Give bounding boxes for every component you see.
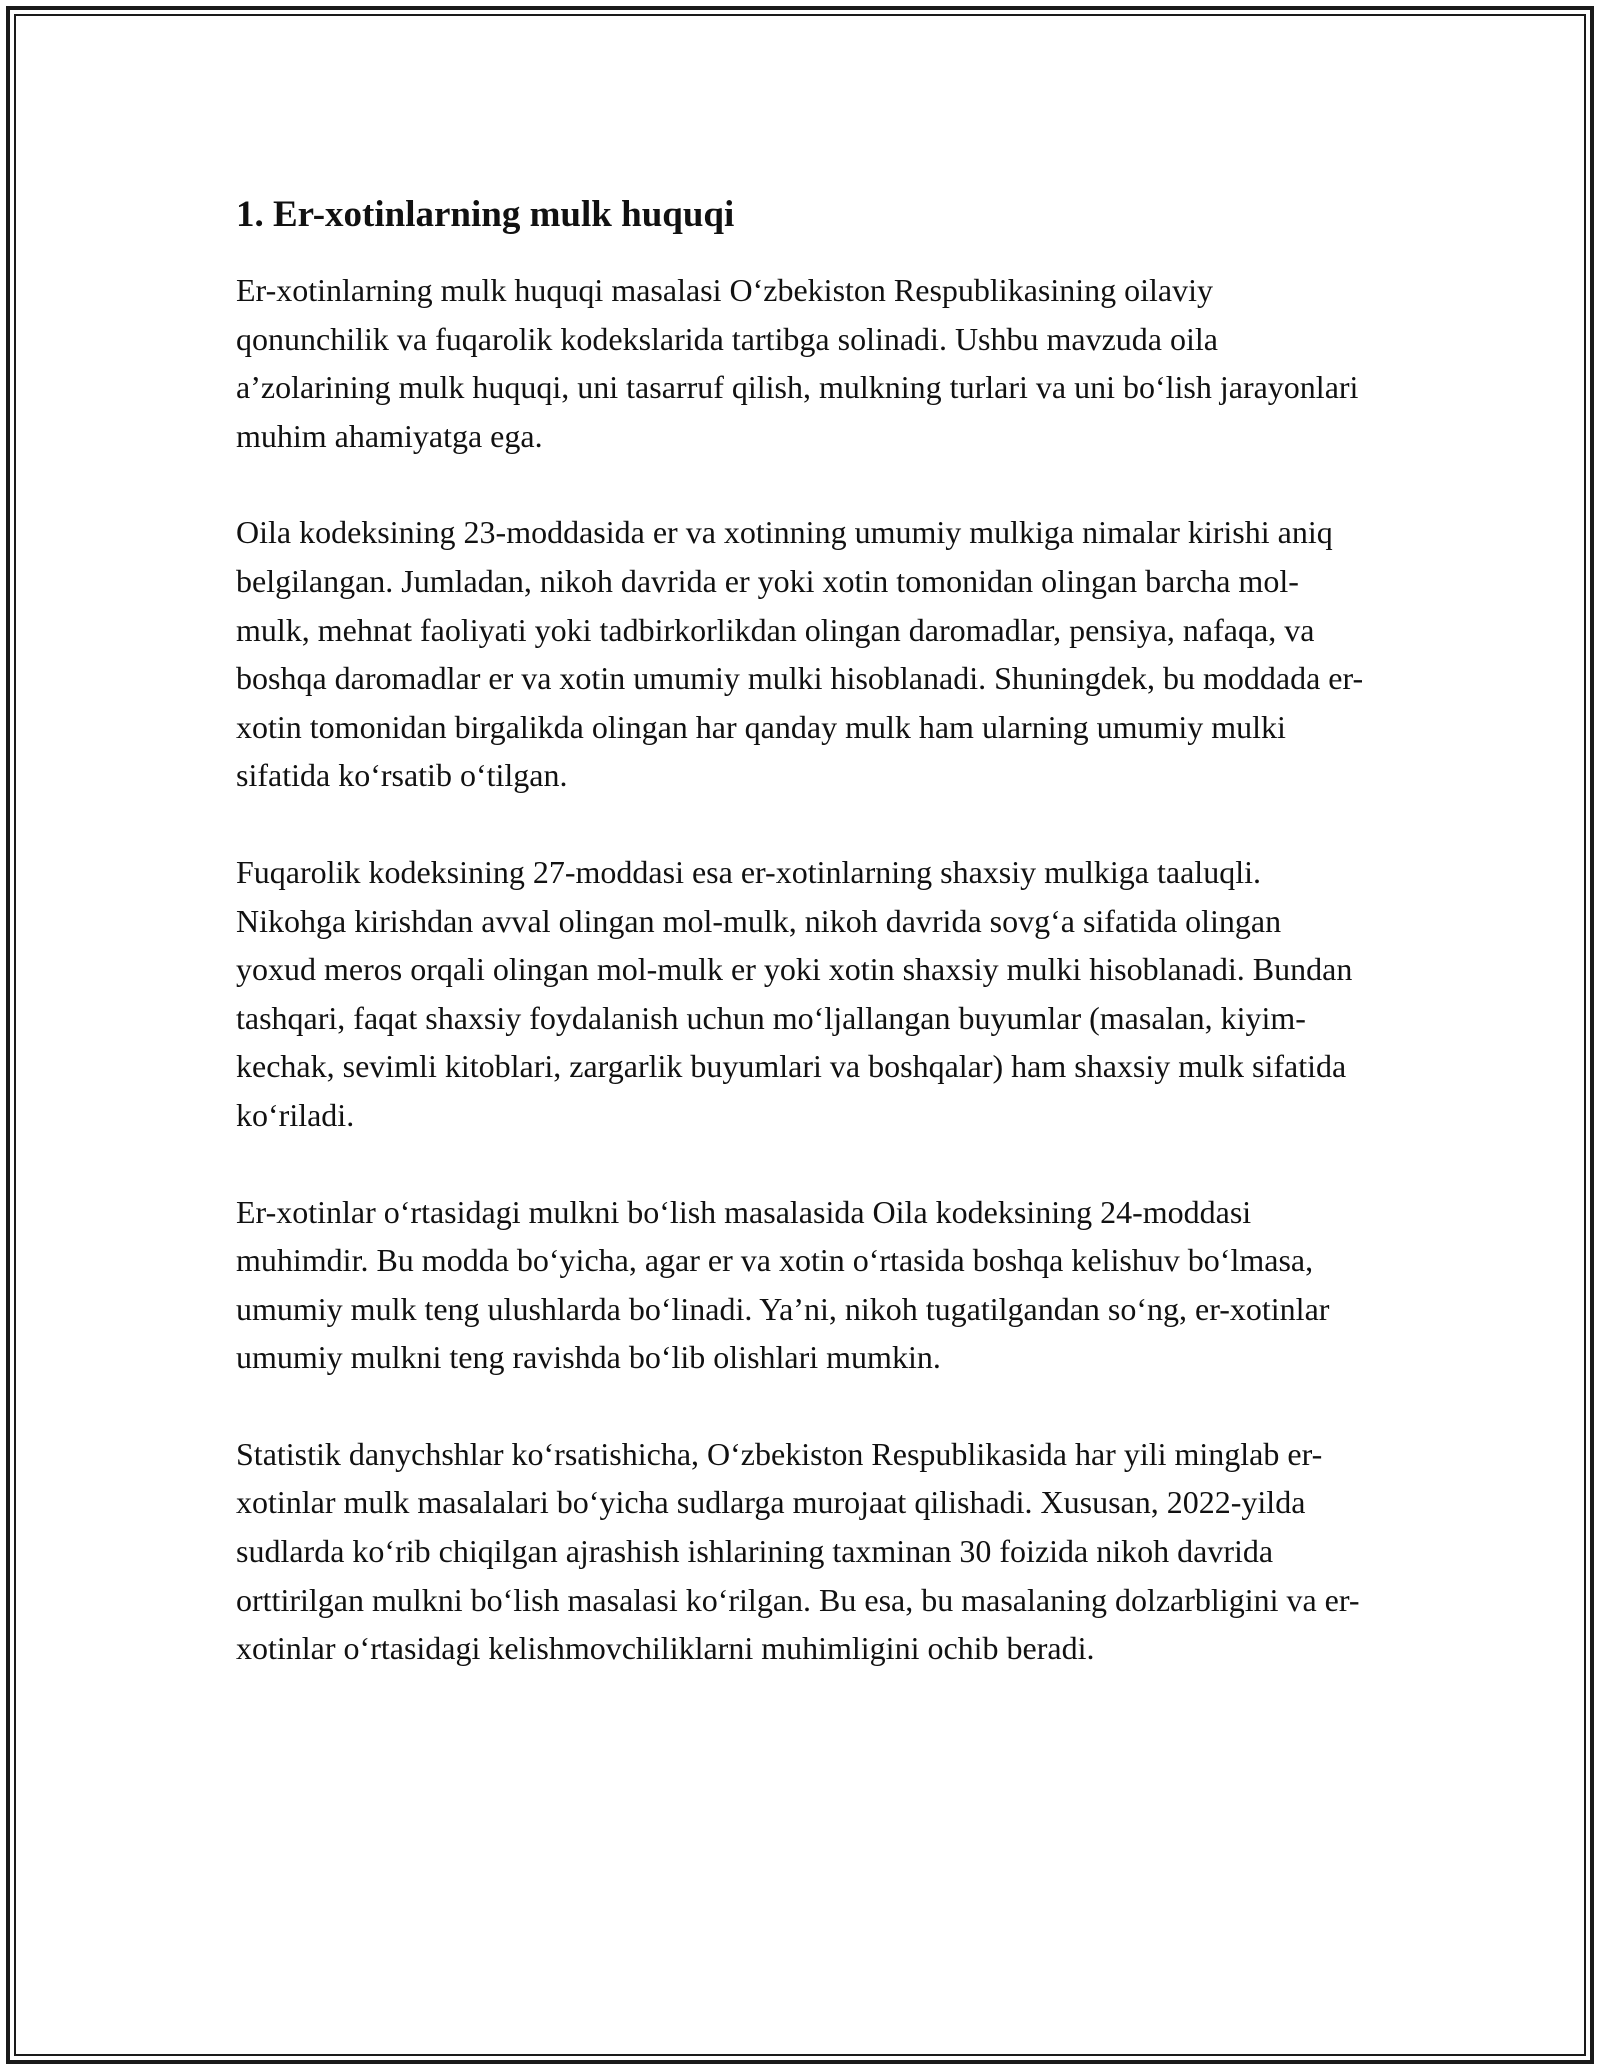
document-body [236, 186, 1366, 1721]
paragraph-common-property: Oila kodeksining 23-moddasida er va xotinning umumiy mulkiga nimalar kirishi aniq belgilangan. Jumladan, nikoh davrida er yoki xotin tomonidan olingan barcha mol-mulk, mehnat faoliyati yoki tadbirkorlikdan olingan daromadlar, pensiya, nafaqa, va boshqa daromadlar er va xotin umumiy mulki hisoblanadi. Shuningdek, bu moddada er-xotin tomonidan birgalikda olingan har qanday mulk ham ularning umumiy mulki sifatida ko‘rsatib o‘tilgan. [236, 514, 1364, 794]
section-title: 1. Er-xotinlarning mulk huquqi [236, 194, 735, 235]
paragraph-personal-property: Fuqarolik kodeksining 27-moddasi esa er-xotinlarning shaxsiy mulkiga taaluqli. Nikohga kirishdan avval olingan mol-mulk, nikoh davrida sovg‘a sifatida olingan yoxud meros orqali olingan mol-mulk er yoki xotin shaxsiy mulki hisoblanadi. Bundan tashqari, faqat shaxsiy foydalanish uchun mo‘ljallangan buyumlar (masalan, kiyim-kechak, sevimli kitoblari, zargarlik buyumlari va boshqalar) ham shaxsiy mulk sifatida ko‘riladi. [236, 853, 1353, 1133]
paragraph-statistics: Statistik danychshlar ko‘rsatishicha, O‘zbekiston Respublikasida har yili minglab er-xotinlar mulk masalalari bo‘yicha sudlarga murojaat qilishadi. Xususan, 2022-yilda sudlarda ko‘rib chiqilgan ajrashish ishlarining taxminan 30 foizida nikoh davrida orttirilgan mulkni bo‘lish masalasi ko‘rilgan. Bu esa, bu masalaning dolzarbligini va er-xotinlar o‘rtasidagi kelishmovchiliklarni muhimligini ochib beradi. [236, 1435, 1360, 1667]
paragraph-intro: Er-xotinlarning mulk huquqi masalasi O‘zbekiston Respublikasining oilaviy qonunchilik va fuqarolik kodekslarida tartibga solinadi. Ushbu mavzuda oila a’zolarining mulk huquqi, uni tasarruf qilish, mulkning turlari va uni bo‘lish jarayonlari muhim ahamiyatga ega. [236, 272, 1359, 454]
paragraph-property-division: Er-xotinlar o‘rtasidagi mulkni bo‘lish masalasida Oila kodeksining 24-moddasi muhimdir. Bu modda bo‘yicha, agar er va xotin o‘rtasida boshqa kelishuv bo‘lmasa, umumiy mulk teng ulushlarda bo‘linadi. Ya’ni, nikoh tugatilgandan so‘ng, er-xotinlar umumiy mulkni teng ravishda bo‘lib olishlari mumkin. [236, 1193, 1330, 1376]
